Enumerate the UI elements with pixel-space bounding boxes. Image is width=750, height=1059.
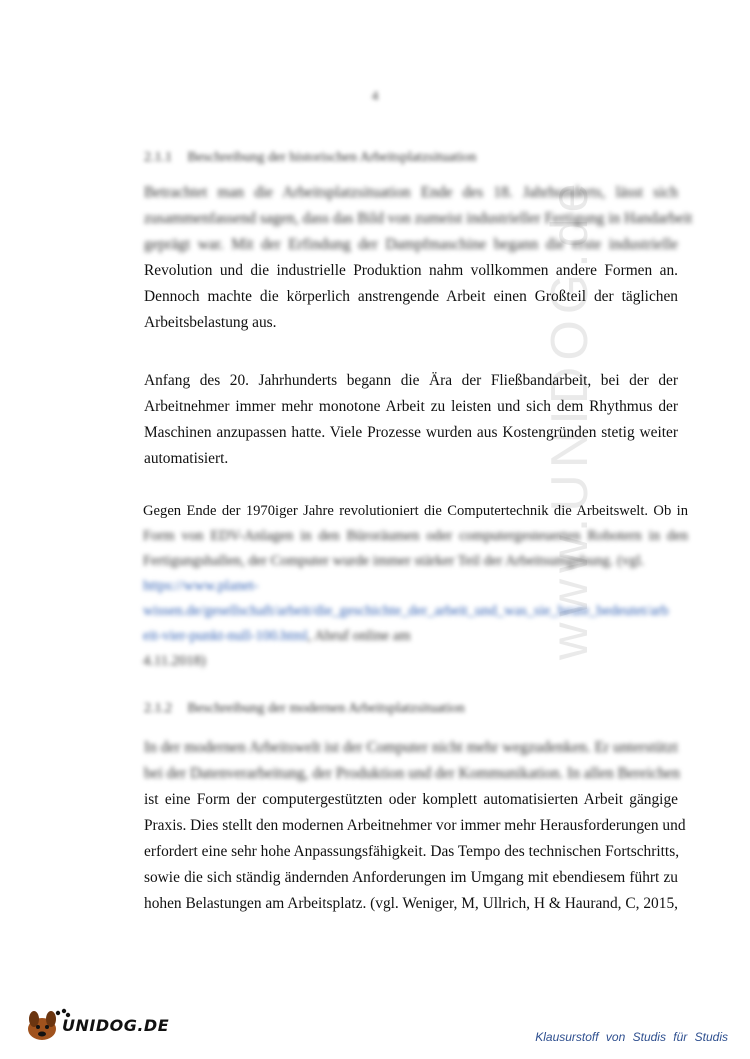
text-line: ist eine Form der computergestützten oder komplett automatisierten Arbeit gängige (144, 791, 678, 808)
text-line: geprägt war. Mit der Erfindung der Dampfmaschine begann die erste industrielle (144, 236, 678, 253)
text-line: Gegen Ende der 1970iger Jahre revolutioniert die Computertechnik die Arbeitswelt. Ob in (143, 503, 688, 519)
section-heading-2-1-1 (144, 150, 684, 166)
logo-text: UNIDOG.DE (62, 1016, 170, 1035)
section-title: Beschreibung der historischen Arbeitsplatzsituation (187, 150, 477, 165)
text-line: Arbeitnehmer immer mehr monotone Arbeit zu leisten und sich dem Rhythmus der (144, 398, 678, 415)
text-line: Praxis. Dies stellt den modernen Arbeitnehmer vor immer mehr Herausforderungen und (144, 817, 686, 834)
text-line: sowie die sich ständig ändernden Anforderungen im Umgang mit ebendiesem führt zu (144, 869, 678, 886)
section-heading-2-1-2 (144, 701, 684, 717)
text-line: zusammenfassend sagen, dass das Bild von zumeist industrieller Fertigung in Handarbeit (144, 210, 693, 227)
text-line: Betrachtet man die Arbeitsplatzsituation Ende des 18. Jahrhunderts, lässt sich (144, 184, 678, 201)
source-link[interactable]: https://www.planet- (143, 578, 259, 594)
text-line: Form von EDV-Anlagen in den Büroräumen oder computergesteuerten Robotern in den (143, 528, 688, 544)
paragraph-historical-1 (144, 180, 693, 336)
text-line: bei der Datenverarbeitung, der Produktion und der Kommunikation. In allen Bereichen (144, 765, 680, 782)
source-link[interactable]: wissen.de/gesellschaft/arbeit/die_geschichte_der_arbeit_und_was_sie_heute_bedeutet/arb (143, 603, 669, 619)
text-line: Revolution und die industrielle Produktion nahm vollkommen andere Formen an. (144, 262, 678, 279)
watermark: www.UNIDOG.de (541, 177, 599, 660)
access-date: 4.11.2018) (143, 653, 206, 669)
paragraph-historical-2 (144, 368, 678, 472)
footer-tagline: Klausurstoff von Studis für Studis (535, 1030, 728, 1044)
text-line: automatisiert. (144, 450, 229, 467)
text-line: Fertigungshallen, der Computer wurde immer stärker Teil der Arbeitsumgebung. (vgl. (143, 553, 645, 569)
access-note: , Abruf online am (307, 628, 411, 644)
text-line: Dennoch machte die körperlich anstrengende Arbeit einen Großteil der täglichen (144, 288, 678, 305)
paragraph-historical-3 (143, 499, 688, 674)
text-line: hohen Belastungen am Arbeitsplatz. (vgl. Weniger, M, Ullrich, H & Haurand, C, 2015, (144, 895, 678, 912)
source-link[interactable]: eit-vier-punkt-null-100.html (143, 628, 308, 644)
text-line: In der modernen Arbeitswelt ist der Computer nicht mehr wegzudenken. Er unterstützt (144, 739, 678, 756)
text-line: Maschinen anzupassen hatte. Viele Prozesse wurden aus Kostengründen stetig weiter (144, 424, 678, 441)
text-line: erfordert eine sehr hohe Anpassungsfähigkeit. Das Tempo des technischen Fortschritts, (144, 843, 680, 860)
section-title: Beschreibung der modernen Arbeitsplatzsituation (187, 701, 465, 716)
text-line: Arbeitsbelastung aus. (144, 314, 277, 331)
paragraph-modern-1 (144, 735, 686, 917)
text-line (143, 624, 688, 649)
section-number: 2.1.1 (144, 150, 172, 165)
section-number: 2.1.2 (144, 701, 172, 716)
text-line: Anfang des 20. Jahrhunderts begann die Ära der Fließbandarbeit, bei der der (144, 372, 678, 389)
page-number: 4 (371, 88, 379, 103)
